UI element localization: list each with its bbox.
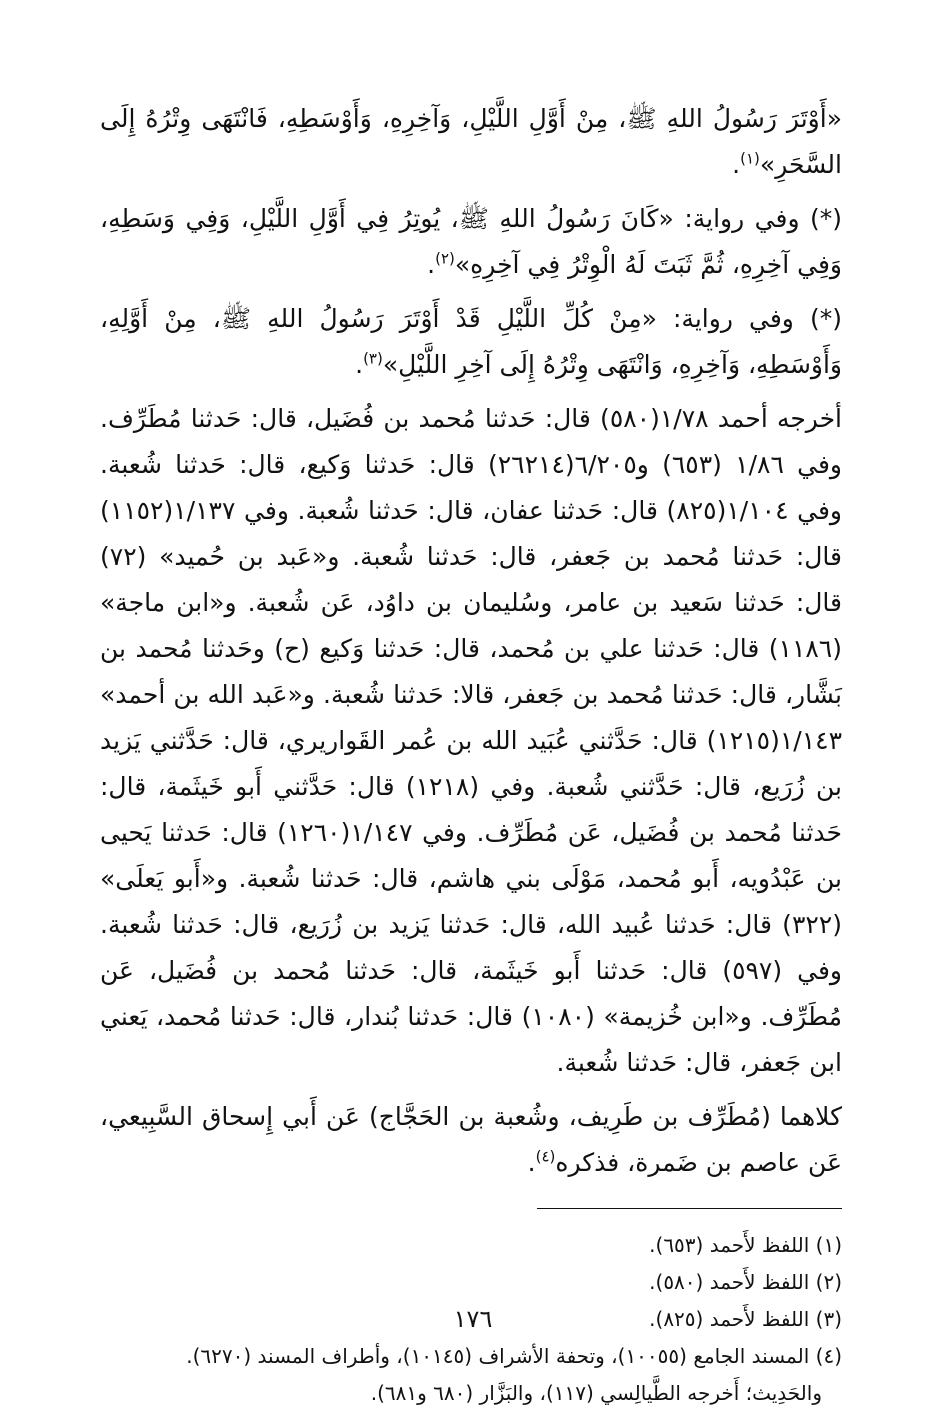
footnote-ref: (٣): [363, 349, 383, 368]
riwaya-paragraph: (*) وفي رواية: «مِنْ كُلِّ اللَّيْلِ قَدْ أَوْتَرَ رَسُولُ اللهِ ﷺ، مِنْ أَوَّلِهِ، وَأَوْسَطِهِ، وَآخِرِهِ، وَانْتَهَى وِتْرُهُ إِلَى آخِرِ اللَّيْلِ»$^{(٣)}$.: [100, 304, 842, 379]
hadith-text-paragraph: «أَوْتَرَ رَسُولُ اللهِ ﷺ، مِنْ أَوَّلِ اللَّيْلِ، وَآخِرِهِ، وَأَوْسَطِهِ، فَانْتَهَى وِتْرُهُ إِلَى السَّحَرِ»$^{(١)}$.: [100, 104, 842, 179]
page: [100, 96, 843, 1405]
footnote-continuation: والحَدِيث؛ أَخرجه الطَّيالِسي (١١٧)، والبَزَّار (٦٨٠ و٦٨١).: [370, 1381, 822, 1405]
isnad-summary-paragraph: كلاهما (مُطَرِّف بن طَرِيف، وشُعبة بن الحَجَّاج) عَن أَبي إِسحاق السَّبِيعي، عَن عاصم بن ضَمرة، فذكره$^{(٤)}$.: [100, 1102, 842, 1177]
footnote: (١) اللفظ لأَحمد (٦٥٣).: [649, 1233, 842, 1257]
footnote: (٢) اللفظ لأَحمد (٥٨٠).: [649, 1270, 842, 1294]
footnote: (٣) اللفظ لأَحمد (٨٢٥).: [649, 1307, 842, 1331]
footnote-ref: (٤): [535, 1147, 556, 1166]
footnote-ref: (٢): [435, 249, 455, 268]
takhrij-paragraph: أخرجه أحمد ١/٧٨(٥٨٠) قال: حَدثنا مُحمد بن فُضَيل، قال: حَدثنا مُطَرِّف. وفي ١/٨٦ (٦٥٣) و٦/٢٠٥(٢٦٢١٤) قال: حَدثنا وَكيع، قال: حَدثنا شُعبة. وفي ١/١٠٤(٨٢٥) قال: حَدثنا عفان، قال: حَدثنا شُعبة. وفي ١/١٣٧(١١٥٢) قال: حَدثنا مُحمد بن جَعفر، قال: حَدثنا شُعبة. و«عَبد بن حُميد» (٧٢) قال: حَدثنا سَعيد بن عامر، وسُليمان بن داوُد، عَن شُعبة. و«ابن ماجة» (١١٨٦) قال: حَدثنا علي بن مُحمد، قال: حَدثنا وَكيع (ح) وحَدثنا مُحمد بن بَشَّار، قال: حَدثنا مُحمد بن جَعفر، قالا: حَدثنا شُعبة. و«عَبد الله بن أحمد» ١/١٤٣(١٢١٥) قال: حَدَّثني عُبَيد الله بن عُمر القَواريري، قال: حَدَّثني يَزيد بن زُرَيع، قال: حَدَّثني شُعبة. وفي (١٢١٨) قال: حَدَّثني أَبو خَيثَمة، قال: حَدثنا مُحمد بن فُضَيل، عَن مُطَرِّف. وفي ١/١٤٧(١٢٦٠) قال: حَدثنا يَحيى بن عَبْدُويه، أَبو مُحمد، مَوْلَى بني هاشم، قال: حَدثنا شُعبة. و«أَبو يَعلَى» (٣٢٢) قال: حَدثنا عُبيد الله، قال: حَدثنا يَزيد بن زُرَيع، قال: حَدثنا شُعبة. وفي (٥٩٧) قال: حَدثنا أَبو خَيثَمة، قال: حَدثنا مُحمد بن فُضَيل، عَن مُطَرِّف. و«ابن خُزيمة» (١٠٨٠) قال: حَدثنا بُندار، قال: حَدثنا مُحمد، يَعني ابن جَعفر، قال: حَدثنا شُعبة.: [100, 404, 843, 1077]
page-number: ١٧٦: [453, 1305, 493, 1333]
footnote: (٤) المسند الجامع (١٠٠٥٥)، وتحفة الأشراف (١٠١٤٥)، وأطراف المسند (٦٢٧٠).: [186, 1344, 842, 1368]
footnote-ref: (١): [740, 149, 760, 168]
footnote-separator: [537, 1208, 842, 1209]
riwaya-paragraph: (*) وفي رواية: «كَانَ رَسُولُ اللهِ ﷺ، يُوتِرُ فِي أَوَّلِ اللَّيْلِ، وَفِي وَسَطِهِ، وَفِي آخِرِهِ، ثُمَّ ثَبَتَ لَهُ الْوِتْرُ فِي آخِرِهِ»$^{(٢)}$.: [100, 204, 842, 279]
